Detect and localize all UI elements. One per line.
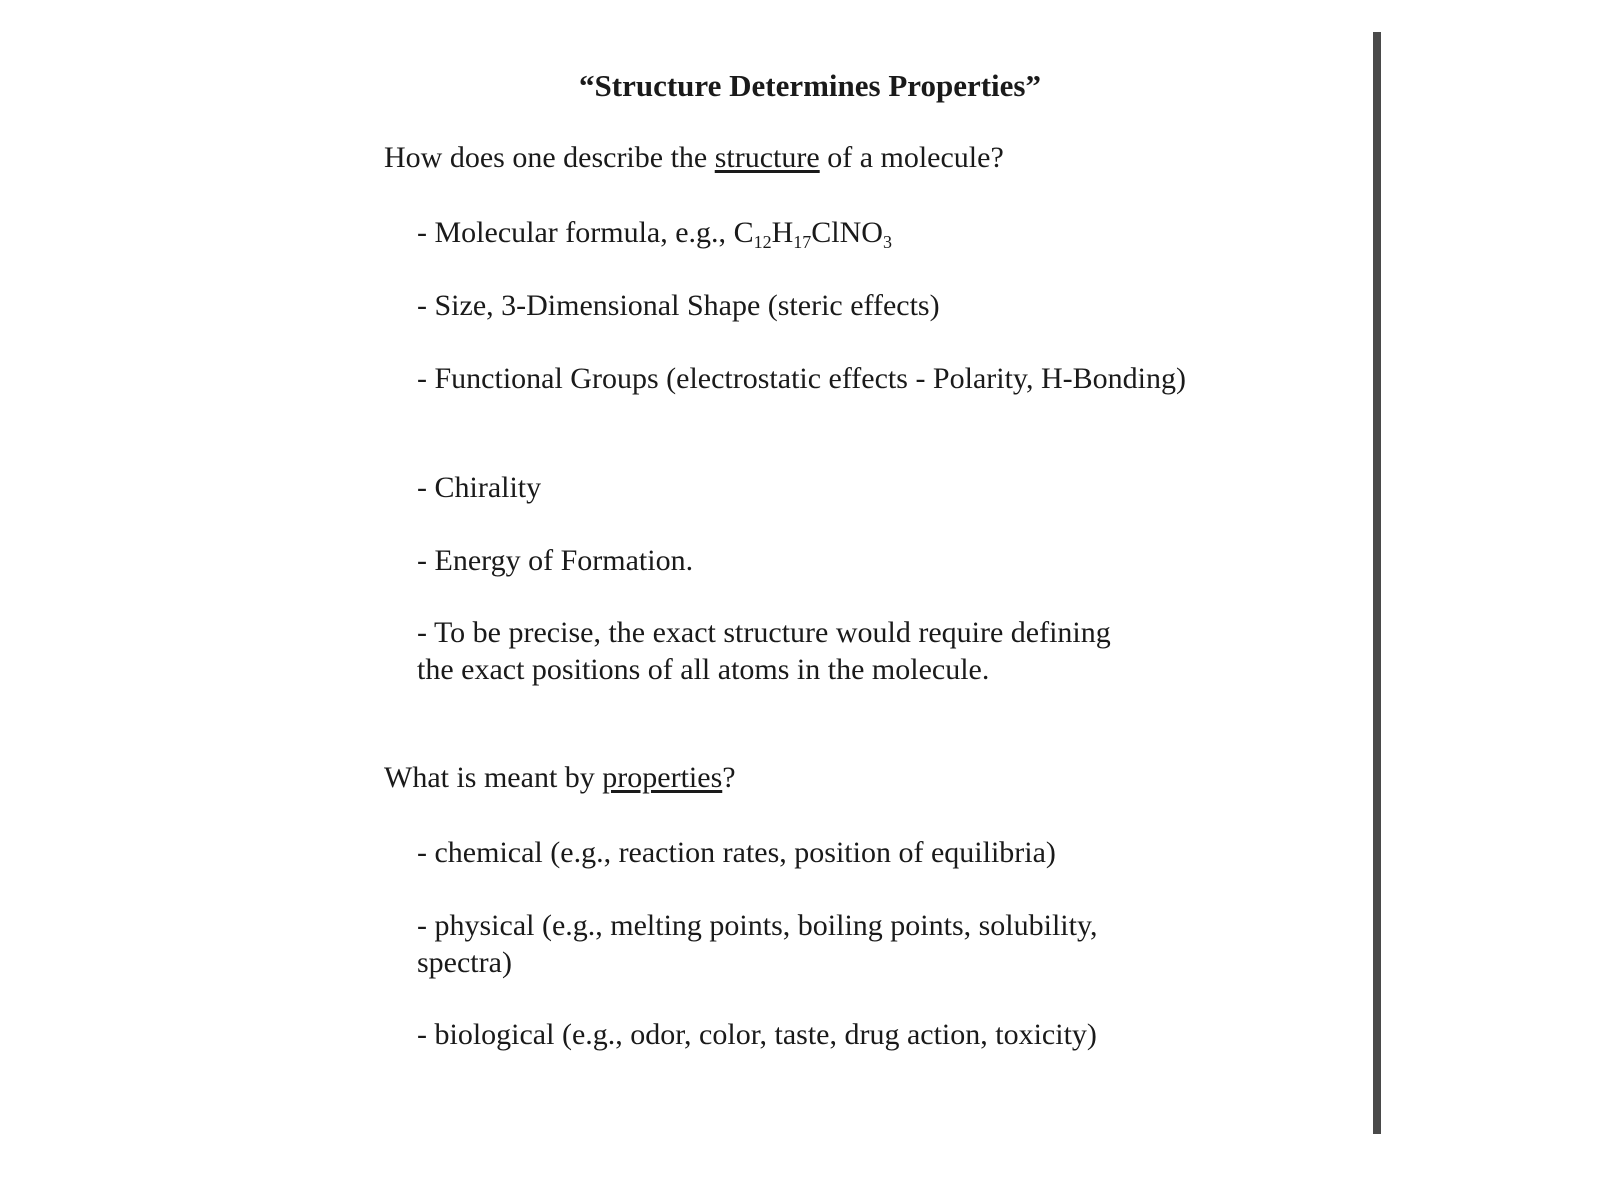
- page-title: “Structure Determines Properties”: [579, 68, 1041, 103]
- properties-term: properties: [602, 761, 723, 794]
- properties-question-start: What is meant by: [384, 761, 603, 794]
- properties-question: [384, 760, 736, 796]
- size-shape-item: - Size, 3-Dimensional Shape (steric effects): [417, 289, 940, 322]
- structure-question: [384, 140, 1004, 176]
- structure-term: structure: [714, 141, 820, 174]
- properties-question-end: ?: [722, 761, 736, 794]
- chirality-item: - Chirality: [417, 471, 542, 504]
- structure-question-start: How does one describe the: [384, 141, 715, 174]
- chemical-properties-item: - chemical (e.g., reaction rates, position of equilibria): [417, 836, 1056, 869]
- physical-properties-item: - physical (e.g., melting points, boiling points, solubility, spectra): [417, 909, 1098, 979]
- molecular-formula-item: - Molecular formula, e.g., $C_{12}H_{17}ClNO_3$: [417, 216, 892, 252]
- right-margin-rule: [1373, 32, 1381, 1134]
- functional-groups-item: - Functional Groups (electrostatic effects - Polarity, H-Bonding): [417, 362, 1186, 395]
- exact-structure-item: - To be precise, the exact structure would require defining the exact positions of all atoms in the molecule.: [417, 616, 1111, 686]
- structure-question-end: of a molecule?: [819, 141, 1004, 174]
- biological-properties-item: - biological (e.g., odor, color, taste, drug action, toxicity): [417, 1018, 1097, 1051]
- energy-of-formation-item: - Energy of Formation.: [417, 544, 694, 577]
- molecular-formula: $C_{12}H_{17}ClNO_3$: [733, 216, 892, 252]
